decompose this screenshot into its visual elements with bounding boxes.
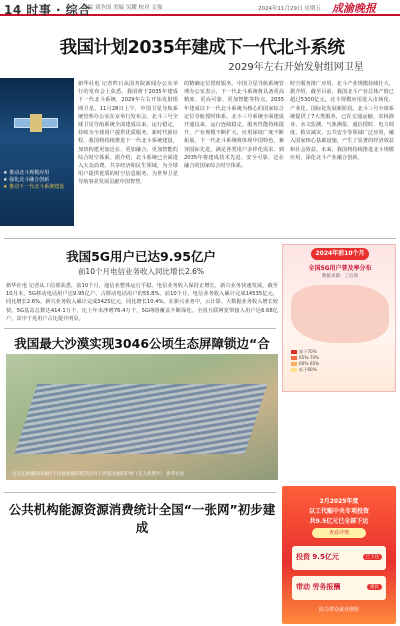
infographic-title: 全国5G用户普及率分布: [308, 265, 372, 272]
legend-swatch: [291, 368, 297, 372]
infographic-period-tag: 2024年前10个月: [311, 248, 369, 260]
section-title: 14 时事 · 综合: [4, 3, 91, 17]
map-legend: [291, 349, 391, 373]
legend-swatch: [291, 350, 297, 354]
infographic-source: 数据来源：工信部: [322, 274, 358, 279]
ad-card-tag: 惠民: [367, 584, 382, 590]
ad-card: [292, 546, 386, 570]
legend-label: 高于70%: [299, 349, 317, 354]
divider: [4, 238, 396, 239]
legend-label: 低于60%: [299, 367, 317, 372]
legend-label: 60%-65%: [299, 361, 320, 366]
article2-headline[interactable]: 我国5G用户已达9.95亿户: [66, 249, 216, 264]
ad-line: 以工代赈中央专项投资: [308, 508, 369, 515]
5g-penetration-infographic: [282, 244, 396, 392]
satellite-image-caption: [3, 170, 73, 191]
legend-label: 65%-70%: [299, 355, 320, 360]
ad-line: 2月2025年度: [319, 498, 359, 505]
newspaper-logo: 成渝晚报: [332, 2, 376, 15]
caption-line: ★ 推动北斗规模应用: [3, 170, 50, 176]
shelterbelt-rows: [15, 384, 268, 454]
issue-date: 2024年11月29日 星期五: [258, 6, 321, 12]
satellite-body-icon: [30, 114, 42, 132]
ad-card-text: 带动 劳务报酬: [296, 583, 341, 591]
caption-line: ★ 推动下一代北斗系统建设: [3, 184, 65, 190]
photo-caption: 这是在新疆和田地区于田县拍摄的塔克拉玛干沙漠边缘防护林（无人机照片） 新华社发: [12, 472, 185, 477]
ad-line: 共9.5亿元已全部下达: [309, 518, 369, 525]
page-header: [0, 0, 400, 16]
article4-headline[interactable]: 公共机构能源资源消费统计全国“一张网”初步建成: [8, 502, 276, 535]
article1-subheadline: 2029年左右开始发射组网卫星: [228, 62, 364, 73]
legend-swatch: [291, 356, 297, 360]
article2-subheadline: 前10个月电信业务收入同比增长2.6%: [77, 267, 205, 276]
editor-credits: 责编 刘争国 美编 吴耀 校对 文强: [82, 5, 163, 11]
ad-line: 助力群众就业增收: [318, 607, 359, 613]
article1-column-3: 时空服务推广应用，北斗产业规模持续壮大。据介绍，截至目前，我国北斗产业总体产值已超过5300亿元，北斗规模应用进入市场化、产业化、国际化发展新阶段。北斗三号全球系统提供了7大类服务，已在交通运输、农林渔业、水文监测、气象测报、通信授时、电力调度、救灾减灾、公共安全等领域广泛应用，融入国家核心基础设施，产生了显著的经济效益和社会效益。未来，我国将持续推进北斗规模应用，深化北斗产业融合创新。: [290, 81, 394, 161]
legend-swatch: [291, 362, 297, 366]
article2-body: 新华社电 记者从工信部获悉，前10个月，通信业整体运行平稳。电信业务收入保持正增长，新兴业务快速发展。截至10月末，5G移动电话用户达9.95亿户，占移动电话用户的55.8%。前10个月，电信业务收入累计完成14535亿元，同比增长2.6%。新兴业务收入累计完成3425亿元，同比增长10.4%。在新兴业务中，云计算、大数据业务收入增长较快。5G基站总数达414.1万个，比上年末净增76.4万个，5G网络覆盖不断深化。全国互联网宽带接入用户达6.68亿户，其中千兆用户占比提升明显。: [6, 283, 278, 322]
ad-card: [292, 576, 386, 600]
caption-line: ★ 强化北斗融合创新: [3, 177, 50, 183]
article1-headline[interactable]: 我国计划2035年建成下一代北斗系统: [59, 38, 345, 58]
desert-shelterbelt-photo: [6, 354, 278, 480]
article1-column-1: 新华社电 记者昨日从国务院新闻办公室举行的发布会上获悉，我国将于2035年建成下一代北斗系统，2029年左右开始发射组网卫星。11月28日上午，中国卫星导航系统管理办公室在京举行发布会。北斗三号全球卫星导航系统全面建成以来，运行稳定，持续为全球用户提供优质服务。新时代新征程，我国将持续推进下一代北斗系统建设，加快构建更加泛在、更加融合、更加智能的综合时空体系。据介绍，北斗系统已全面进入大众消费、共享经济和民生领域，为全球用户提供优质的时空信息服务，为世界卫星导航事业发展贡献中国智慧。: [78, 81, 178, 186]
divider: [4, 492, 276, 493]
china-map-icon: [291, 285, 389, 343]
article4-body: [6, 518, 278, 622]
ad-details-button[interactable]: 查看详情: [312, 528, 366, 538]
article3-headline[interactable]: 我国最大沙漠实现3046公顷生态屏障锁边“合: [14, 336, 270, 351]
ad-card-text: 投资 9.5亿元: [296, 553, 339, 561]
divider: [4, 328, 276, 329]
ad-card-tag: 已下达: [363, 554, 383, 560]
policy-ad-banner[interactable]: [282, 486, 396, 624]
article1-column-2: 的精确定位授时服务。中国卫星导航系统管理办公室表示，下一代北斗系统将具备更高精度、更高可靠、更加智能等特点，2035年建成以下一代北斗系统为核心的国家综合定位导航授时体系。北斗三号系统全面建成开通以来，运行连续稳定，服务性能持续提升，产业规模不断扩大，应用深度广度不断拓展。下一代北斗系统将体现中国特色，兼容国际先进，满足各类用户多样化需求。到2035年将建成技术先进、安全可靠、泛在融合的国家综合时空体系。: [184, 81, 284, 170]
beidou-satellite-image: [0, 78, 74, 226]
